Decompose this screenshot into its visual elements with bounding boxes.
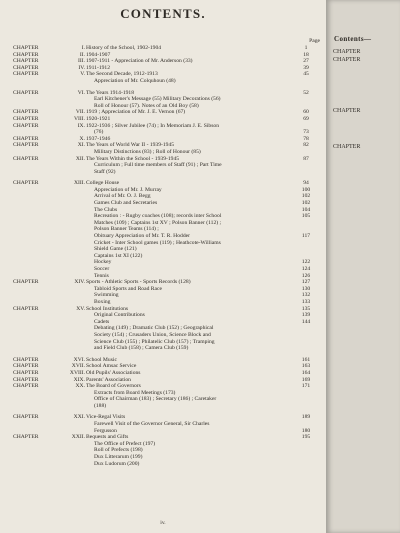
sub-entry <box>13 266 313 273</box>
entry-page-number: 117 <box>301 233 311 240</box>
entry-text: Farewell Visit of the Governor General, Sir Charles <box>94 421 210 428</box>
chapter-label: CHAPTER <box>13 383 39 390</box>
entry-page-number: 195 <box>301 434 311 441</box>
sub-entry <box>13 286 313 293</box>
entry-page-number: 171 <box>301 383 311 390</box>
entry-text: Tennis <box>94 272 109 279</box>
entry-page-number: 122 <box>301 259 311 266</box>
entry-text: School Institutions <box>86 305 129 312</box>
entry-text: Old Pupils' Associations <box>86 369 141 376</box>
chapter-number: XVII. <box>71 363 85 370</box>
entry-text: Soccer <box>94 266 110 272</box>
entry-page-number: 144 <box>301 318 311 325</box>
sub-entry <box>13 312 313 319</box>
chapter-entry <box>13 306 313 313</box>
sub-entry <box>13 332 313 339</box>
entry-page-number: 69 <box>303 115 309 122</box>
entry-text: The Years Within the School - 1939-1945 <box>86 155 180 162</box>
chapter-label: CHAPTER <box>13 109 39 116</box>
entry-text: The Years 1914-1918 <box>86 89 135 96</box>
sub-entry <box>13 193 313 200</box>
entry-text: Curriculum ; Full time members of Staff (91) ; Part Time <box>94 162 222 169</box>
entry-text: Games Club and Secretaries <box>94 200 158 207</box>
entry-text: Hockey <box>94 259 112 266</box>
chapter-label: CHAPTER <box>13 64 39 71</box>
entry-text: The Clubs <box>94 206 118 213</box>
chapter-number: V. <box>80 71 85 78</box>
entry-text: Cricket - Inter School games (119) ; Heathcote-Williams <box>94 239 221 246</box>
adjacent-page <box>326 0 400 533</box>
chapter-entry <box>13 45 313 52</box>
entry-page-number: 82 <box>303 142 309 149</box>
sub-entry <box>13 246 313 253</box>
chapter-label: CHAPTER <box>13 58 39 65</box>
chapter-label: CHAPTER <box>13 45 39 51</box>
entry-text: and Field Club (158) ; Camera Club (159) <box>94 345 189 352</box>
entry-page-number: 73 <box>303 129 309 136</box>
entry-page-number: 78 <box>303 135 309 142</box>
entry-text: Sports - Athletic Sports - Sports Records (128) <box>86 279 191 286</box>
chapter-entry <box>13 109 313 116</box>
chapter-number: IV. <box>78 64 85 71</box>
sub-entry <box>13 396 313 403</box>
chapter-number: XVIII. <box>69 369 85 376</box>
chapter-entry <box>13 123 313 130</box>
entry-page-number: 104 <box>301 206 311 213</box>
chapter-label: CHAPTER <box>13 51 39 58</box>
entry-page-number: 132 <box>301 292 311 299</box>
entry-text: 1904-1907 <box>86 51 111 58</box>
chapter-label: CHAPTER <box>13 71 39 78</box>
entry-page-number: 45 <box>303 71 309 78</box>
chapter-number: XV. <box>76 305 85 312</box>
chapter-number: XII. <box>75 155 85 162</box>
page-column-label: Page <box>309 38 320 44</box>
entry-page-number: 52 <box>303 89 309 96</box>
chapter-number: XIV. <box>74 279 85 286</box>
entry-text: Appreciation of Mr. Colquhoun (48) <box>94 77 176 84</box>
adjacent-chapter-label: CHAPTER <box>333 49 361 55</box>
entry-text: Bequests and Gifts <box>86 434 129 441</box>
entry-text: Office of Chairman (183) ; Secretary (186) ; Caretaker <box>94 396 217 403</box>
chapter-label: CHAPTER <box>13 135 39 142</box>
chapter-entry <box>13 357 313 364</box>
entry-page-number: 133 <box>301 298 311 305</box>
chapter-label: CHAPTER <box>13 376 39 383</box>
sub-entry <box>13 461 313 468</box>
entry-page-number: 139 <box>301 312 311 319</box>
entry-page-number: 135 <box>301 305 311 312</box>
chapter-number: VIII. <box>73 115 85 122</box>
chapter-number: XXI. <box>73 414 85 421</box>
sub-entry <box>13 325 313 332</box>
entry-page-number: 163 <box>301 363 311 370</box>
chapter-entry <box>13 58 313 65</box>
chapter-number: XIX. <box>73 376 85 383</box>
entry-page-number: 169 <box>301 376 311 383</box>
adjacent-chapter-label: CHAPTER <box>333 57 361 63</box>
chapter-entry <box>13 383 313 390</box>
entry-text: Obituary Appreciation of Mr. T. R. Hodder <box>94 233 190 240</box>
chapter-number: XX. <box>75 383 85 390</box>
chapter-number: I. <box>81 45 85 51</box>
chapter-entry <box>13 65 313 72</box>
entry-text: 1911-1912 <box>86 64 111 71</box>
entry-text: The Second Decade, 1912-1913 <box>86 71 158 78</box>
entry-text: (188) <box>94 402 107 409</box>
chapter-number: VI. <box>77 89 85 96</box>
sub-entry <box>13 447 313 454</box>
entry-text: College House <box>86 180 120 187</box>
sub-entry <box>13 233 313 240</box>
chapter-label: CHAPTER <box>13 363 39 370</box>
chapter-entry <box>13 279 313 286</box>
chapter-entry <box>13 142 313 149</box>
sub-entry <box>13 403 313 410</box>
chapter-number: XIII. <box>73 180 85 187</box>
chapter-label: CHAPTER <box>13 180 39 187</box>
entry-text: 1922-1936 ; Silver Jubilee (74) ; In Memoriam J. E. Sibson <box>86 122 219 129</box>
sub-entry <box>13 187 313 194</box>
entry-page-number: 126 <box>301 272 311 279</box>
chapter-number: IX. <box>77 122 85 129</box>
sub-entry <box>13 441 313 448</box>
sub-entry <box>13 259 313 266</box>
entry-text: The Board of Governors <box>86 383 141 390</box>
sub-entry <box>13 96 313 103</box>
entry-page-number: 180 <box>301 427 311 434</box>
entry-page-number: 18 <box>303 51 309 58</box>
entry-page-number: 124 <box>301 266 311 272</box>
chapter-label: CHAPTER <box>13 414 39 421</box>
sub-entry <box>13 129 313 136</box>
entry-text: Appreciation of Mr. J. Murray <box>94 186 162 193</box>
entry-page-number: 164 <box>301 369 311 376</box>
chapter-number: II. <box>79 51 85 58</box>
chapter-entry <box>13 363 313 370</box>
entry-text: Society (154) ; Crusaders Union, Science Block and <box>94 331 211 338</box>
entry-text: Dux Litterarum (199) <box>94 454 143 461</box>
entry-page-number: 189 <box>301 414 311 421</box>
chapter-number: III. <box>78 58 85 65</box>
chapter-number: X. <box>79 135 85 142</box>
sub-entry <box>13 220 313 227</box>
entry-text: School Amsac Service <box>86 363 137 370</box>
entry-text: Dux Ludorum (200) <box>94 460 140 467</box>
entry-text: Science Club (155) ; Philatelic Club (157) ; Tramping <box>94 338 215 345</box>
chapter-label: CHAPTER <box>13 142 39 149</box>
entry-page-number: 102 <box>301 200 311 207</box>
entry-page-number: 27 <box>303 58 309 65</box>
adjacent-chapter-label: CHAPTER <box>333 144 361 150</box>
entry-text: Cadets <box>94 318 110 325</box>
entry-text: Matches (109) ; Captains 1st XV ; Polson Banner (112) ; <box>94 219 222 226</box>
entry-page-number: 1 <box>304 45 308 51</box>
entry-text: 1937-1946 <box>86 135 111 142</box>
chapter-label: CHAPTER <box>13 305 39 312</box>
chapter-number: XVI. <box>73 356 85 363</box>
entry-text: The Years of World War II - 1939-1945 <box>86 142 175 149</box>
sub-entry <box>13 240 313 247</box>
chapter-label: CHAPTER <box>13 155 39 162</box>
sub-entry <box>13 454 313 461</box>
entry-text: Tabloid Sports and Road Race <box>94 285 162 292</box>
entry-text: Original Contributions <box>94 312 145 319</box>
entry-text: Roll of Honour (57). Notes of an Old Boy (58) <box>94 102 199 109</box>
chapter-label: CHAPTER <box>13 279 39 286</box>
entry-text: Staff (92) <box>94 168 116 175</box>
entry-text: Recreation : - Rugby coaches (108); records inter School <box>94 213 222 220</box>
chapter-entry <box>13 434 313 441</box>
entry-page-number: 105 <box>301 213 311 220</box>
adjacent-page-title: Contents— <box>334 35 372 43</box>
entry-page-number: 102 <box>301 193 311 200</box>
entry-text: Extracts from Board Meetings (173) <box>94 389 176 396</box>
entry-text: Parents' Association <box>86 376 131 383</box>
entry-text: Earl Kitchener's Message (55) Military Decorations (56) <box>94 96 221 103</box>
sub-entry <box>13 169 313 176</box>
entry-page-number: 39 <box>303 64 309 71</box>
entry-page-number: 100 <box>301 186 311 193</box>
sub-entry <box>13 292 313 299</box>
entry-page-number: 127 <box>301 279 311 286</box>
entry-page-number: 60 <box>303 109 309 116</box>
entry-text: Swimming <box>94 292 119 299</box>
entry-text: 1907-1911 - Appreciation of Mr. Anderson (33) <box>86 58 193 65</box>
entry-text: Fergusson <box>94 427 117 434</box>
entry-text: Arrival of Mr. O. J. Begg <box>94 193 151 200</box>
entry-text: Debating (149) ; Dramatic Club (152) ; Geographical <box>94 325 214 332</box>
sub-entry <box>13 299 313 306</box>
sub-entry <box>13 213 313 220</box>
chapter-entry <box>13 370 313 377</box>
entry-text: Boxing <box>94 298 111 305</box>
entry-text: Captains 1st XI (122) <box>94 252 143 259</box>
entry-text: (76) <box>94 129 104 136</box>
entry-text: 1919 ; Appreciation of Mr. J. E. Vernon (67) <box>86 109 186 116</box>
chapter-entry <box>13 377 313 384</box>
chapter-label: CHAPTER <box>13 369 39 376</box>
sub-entry <box>13 78 313 85</box>
chapter-entry <box>13 180 313 187</box>
chapter-label: CHAPTER <box>13 356 39 363</box>
entry-text: The Office of Prefect (197) <box>94 440 156 447</box>
entry-page-number: 161 <box>301 356 311 363</box>
contents-list <box>13 45 313 467</box>
entry-text: Military Distinctions (83) ; Roll of Honour (85) <box>94 148 201 155</box>
page-number-footer: iv. <box>160 520 166 526</box>
chapter-label: CHAPTER <box>13 89 39 96</box>
chapter-number: XI. <box>77 142 85 149</box>
chapter-label: CHAPTER <box>13 122 39 129</box>
entry-text: Polson Banner Teams (114) ; <box>94 226 159 233</box>
chapter-number: XXII. <box>71 434 85 441</box>
chapter-entry <box>13 116 313 123</box>
entry-text: 1920-1921 <box>86 115 111 122</box>
sub-entry <box>13 253 313 260</box>
entry-page-number: 87 <box>303 155 309 162</box>
sub-entry <box>13 149 313 156</box>
entry-text: Roll of Prefects (198) <box>94 447 143 454</box>
sub-entry <box>13 345 313 352</box>
sub-entry <box>13 428 313 435</box>
entry-page-number: 130 <box>301 285 311 292</box>
entry-page-number: 94 <box>303 180 309 187</box>
chapter-label: CHAPTER <box>13 434 39 441</box>
adjacent-chapter-label: CHAPTER <box>333 108 361 114</box>
chapter-label: CHAPTER <box>13 115 39 122</box>
entry-text: Shield Game (121) <box>94 246 137 253</box>
entry-text: Vice-Regal Visits <box>86 414 126 421</box>
sub-entry <box>13 200 313 207</box>
entry-text: History of the School, 1902-1904 <box>86 45 162 51</box>
chapter-entry <box>13 71 313 78</box>
sub-entry <box>13 162 313 169</box>
sub-entry <box>13 421 313 428</box>
page-title: CONTENTS. <box>120 6 206 21</box>
entry-text: School Music <box>86 356 117 363</box>
chapter-number: VII. <box>75 109 85 116</box>
